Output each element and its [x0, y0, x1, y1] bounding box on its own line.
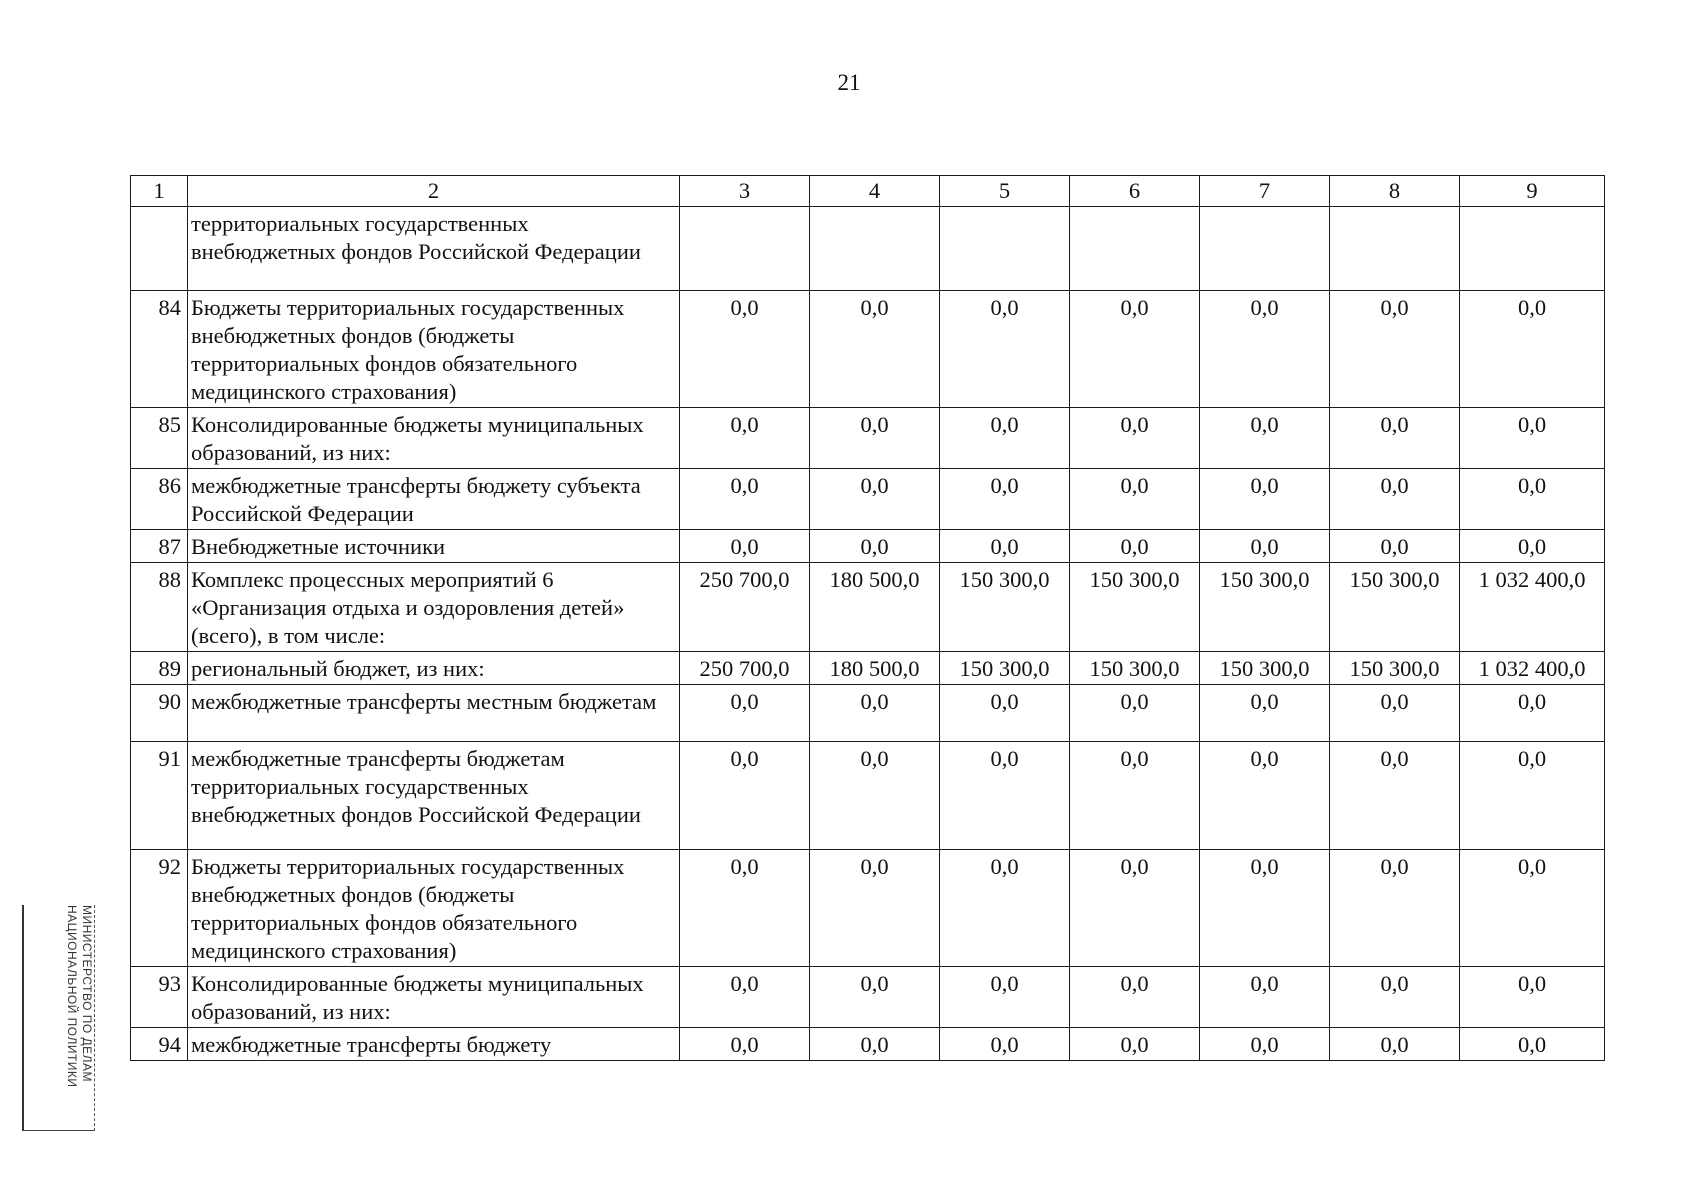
- table-row: [131, 967, 1605, 1028]
- value-cell-col-4: 0,0: [810, 291, 940, 408]
- value-cell-col-4: 0,0: [810, 408, 940, 469]
- value-cell-col-7: 0,0: [1200, 967, 1330, 1028]
- table-header-row: [131, 176, 1605, 207]
- value-cell-col-7: 150 300,0: [1200, 563, 1330, 652]
- row-description: межбюджетные трансферты бюджету субъекта Российской Федерации: [188, 469, 680, 530]
- row-description: Внебюджетные источники: [188, 530, 680, 563]
- row-number: 90: [131, 685, 188, 742]
- value-cell-col-9: 0,0: [1460, 967, 1605, 1028]
- value-cell-col-7: 0,0: [1200, 530, 1330, 563]
- value-cell-col-7: 0,0: [1200, 408, 1330, 469]
- value-cell-col-4: 0,0: [810, 850, 940, 967]
- value-cell-col-9: 0,0: [1460, 742, 1605, 850]
- value-cell-col-3: 0,0: [680, 685, 810, 742]
- value-cell-col-6: 150 300,0: [1070, 652, 1200, 685]
- value-cell-col-6: 0,0: [1070, 469, 1200, 530]
- value-cell-col-9: 1 032 400,0: [1460, 652, 1605, 685]
- table-row: [131, 685, 1605, 742]
- value-cell-col-7: 0,0: [1200, 1028, 1330, 1061]
- value-cell-col-4: 0,0: [810, 530, 940, 563]
- value-cell-col-8: 0,0: [1330, 530, 1460, 563]
- value-cell-col-4: 0,0: [810, 469, 940, 530]
- value-cell-col-6: 0,0: [1070, 742, 1200, 850]
- value-cell-col-4: 0,0: [810, 742, 940, 850]
- table-row: [131, 291, 1605, 408]
- row-description: территориальных государственных внебюджетных фондов Российской Федерации: [188, 207, 680, 291]
- value-cell-col-5: 150 300,0: [940, 652, 1070, 685]
- registration-stamp: [22, 905, 95, 1131]
- table-row: [131, 652, 1605, 685]
- table-body: [131, 176, 1605, 1061]
- value-cell-col-9: 1 032 400,0: [1460, 563, 1605, 652]
- value-cell-col-4: 180 500,0: [810, 563, 940, 652]
- table-row: [131, 563, 1605, 652]
- row-number: 91: [131, 742, 188, 850]
- value-cell-col-8: 0,0: [1330, 685, 1460, 742]
- value-cell-col-4: 0,0: [810, 685, 940, 742]
- column-header-7: 7: [1200, 176, 1330, 207]
- value-cell-col-3: 0,0: [680, 530, 810, 563]
- value-cell-col-8: 0,0: [1330, 850, 1460, 967]
- value-cell-col-3: 0,0: [680, 408, 810, 469]
- column-header-8: 8: [1330, 176, 1460, 207]
- value-cell-col-6: 150 300,0: [1070, 563, 1200, 652]
- value-cell-col-7: 0,0: [1200, 850, 1330, 967]
- row-description: Бюджеты территориальных государственных внебюджетных фондов (бюджеты территориальных фондов обязательного медицинского страхования): [188, 850, 680, 967]
- value-cell-col-8: 0,0: [1330, 967, 1460, 1028]
- row-description: межбюджетные трансферты местным бюджетам: [188, 685, 680, 742]
- value-cell-col-8: 0,0: [1330, 408, 1460, 469]
- value-cell-col-8: 0,0: [1330, 742, 1460, 850]
- value-cell-col-7: 150 300,0: [1200, 652, 1330, 685]
- value-cell-col-6: 0,0: [1070, 291, 1200, 408]
- stamp-line-1: МИНИСТЕРСТВО ПО ДЕЛАМ: [80, 905, 94, 1083]
- row-description: межбюджетные трансферты бюджету: [188, 1028, 680, 1061]
- table-row: [131, 850, 1605, 967]
- value-cell-col-6: 0,0: [1070, 850, 1200, 967]
- row-description: межбюджетные трансферты бюджетам территориальных государственных внебюджетных фондов Российской Федерации: [188, 742, 680, 850]
- row-description: Консолидированные бюджеты муниципальных образований, из них:: [188, 408, 680, 469]
- value-cell-col-6: 0,0: [1070, 967, 1200, 1028]
- row-description: Бюджеты территориальных государственных внебюджетных фондов (бюджеты территориальных фондов обязательного медицинского страхования): [188, 291, 680, 408]
- table-row: [131, 207, 1605, 291]
- value-cell-col-3: 250 700,0: [680, 563, 810, 652]
- row-number: 84: [131, 291, 188, 408]
- row-description: региональный бюджет, из них:: [188, 652, 680, 685]
- value-cell-col-3: 250 700,0: [680, 652, 810, 685]
- value-cell-col-3: 0,0: [680, 1028, 810, 1061]
- value-cell-col-8: 0,0: [1330, 1028, 1460, 1061]
- row-number: 87: [131, 530, 188, 563]
- row-number: 93: [131, 967, 188, 1028]
- value-cell-col-6: 0,0: [1070, 1028, 1200, 1061]
- value-cell-col-9: [1460, 207, 1605, 291]
- value-cell-col-4: 0,0: [810, 967, 940, 1028]
- row-number: 88: [131, 563, 188, 652]
- value-cell-col-8: 150 300,0: [1330, 563, 1460, 652]
- row-description: Консолидированные бюджеты муниципальных образований, из них:: [188, 967, 680, 1028]
- value-cell-col-7: 0,0: [1200, 469, 1330, 530]
- value-cell-col-4: 180 500,0: [810, 652, 940, 685]
- table-row: [131, 408, 1605, 469]
- value-cell-col-7: 0,0: [1200, 742, 1330, 850]
- stamp-text: [24, 905, 94, 1130]
- value-cell-col-5: 0,0: [940, 408, 1070, 469]
- value-cell-col-3: 0,0: [680, 291, 810, 408]
- row-number: 94: [131, 1028, 188, 1061]
- table-row: [131, 1028, 1605, 1061]
- value-cell-col-9: 0,0: [1460, 291, 1605, 408]
- row-number: 89: [131, 652, 188, 685]
- value-cell-col-5: 0,0: [940, 1028, 1070, 1061]
- value-cell-col-8: 0,0: [1330, 291, 1460, 408]
- value-cell-col-5: 0,0: [940, 742, 1070, 850]
- value-cell-col-7: [1200, 207, 1330, 291]
- value-cell-col-9: 0,0: [1460, 685, 1605, 742]
- row-number: 85: [131, 408, 188, 469]
- value-cell-col-5: 0,0: [940, 291, 1070, 408]
- value-cell-col-5: 150 300,0: [940, 563, 1070, 652]
- value-cell-col-9: 0,0: [1460, 469, 1605, 530]
- page-number: 21: [837, 70, 861, 95]
- value-cell-col-3: 0,0: [680, 469, 810, 530]
- value-cell-col-8: [1330, 207, 1460, 291]
- value-cell-col-9: 0,0: [1460, 408, 1605, 469]
- table-row: [131, 469, 1605, 530]
- value-cell-col-6: [1070, 207, 1200, 291]
- value-cell-col-3: 0,0: [680, 742, 810, 850]
- row-number: 92: [131, 850, 188, 967]
- column-header-6: 6: [1070, 176, 1200, 207]
- row-number: [131, 207, 188, 291]
- value-cell-col-5: 0,0: [940, 850, 1070, 967]
- value-cell-col-4: [810, 207, 940, 291]
- row-number: 86: [131, 469, 188, 530]
- value-cell-col-6: 0,0: [1070, 530, 1200, 563]
- column-header-3: 3: [680, 176, 810, 207]
- value-cell-col-6: 0,0: [1070, 685, 1200, 742]
- value-cell-col-5: [940, 207, 1070, 291]
- value-cell-col-3: [680, 207, 810, 291]
- value-cell-col-9: 0,0: [1460, 1028, 1605, 1061]
- table-row: [131, 530, 1605, 563]
- column-header-5: 5: [940, 176, 1070, 207]
- value-cell-col-7: 0,0: [1200, 685, 1330, 742]
- value-cell-col-6: 0,0: [1070, 408, 1200, 469]
- column-header-4: 4: [810, 176, 940, 207]
- value-cell-col-4: 0,0: [810, 1028, 940, 1061]
- row-description: Комплекс процессных мероприятий 6 «Организация отдыха и оздоровления детей» (всего), в том числе:: [188, 563, 680, 652]
- column-header-9: 9: [1460, 176, 1605, 207]
- stamp-line-2: НАЦИОНАЛЬНОЙ ПОЛИТИКИ: [65, 905, 79, 1088]
- value-cell-col-3: 0,0: [680, 850, 810, 967]
- value-cell-col-5: 0,0: [940, 469, 1070, 530]
- budget-table: [130, 175, 1605, 1061]
- value-cell-col-7: 0,0: [1200, 291, 1330, 408]
- value-cell-col-9: 0,0: [1460, 530, 1605, 563]
- column-header-1: 1: [131, 176, 188, 207]
- value-cell-col-5: 0,0: [940, 967, 1070, 1028]
- value-cell-col-5: 0,0: [940, 685, 1070, 742]
- value-cell-col-8: 0,0: [1330, 469, 1460, 530]
- value-cell-col-5: 0,0: [940, 530, 1070, 563]
- table-row: [131, 742, 1605, 850]
- column-header-2: 2: [188, 176, 680, 207]
- value-cell-col-3: 0,0: [680, 967, 810, 1028]
- value-cell-col-8: 150 300,0: [1330, 652, 1460, 685]
- value-cell-col-9: 0,0: [1460, 850, 1605, 967]
